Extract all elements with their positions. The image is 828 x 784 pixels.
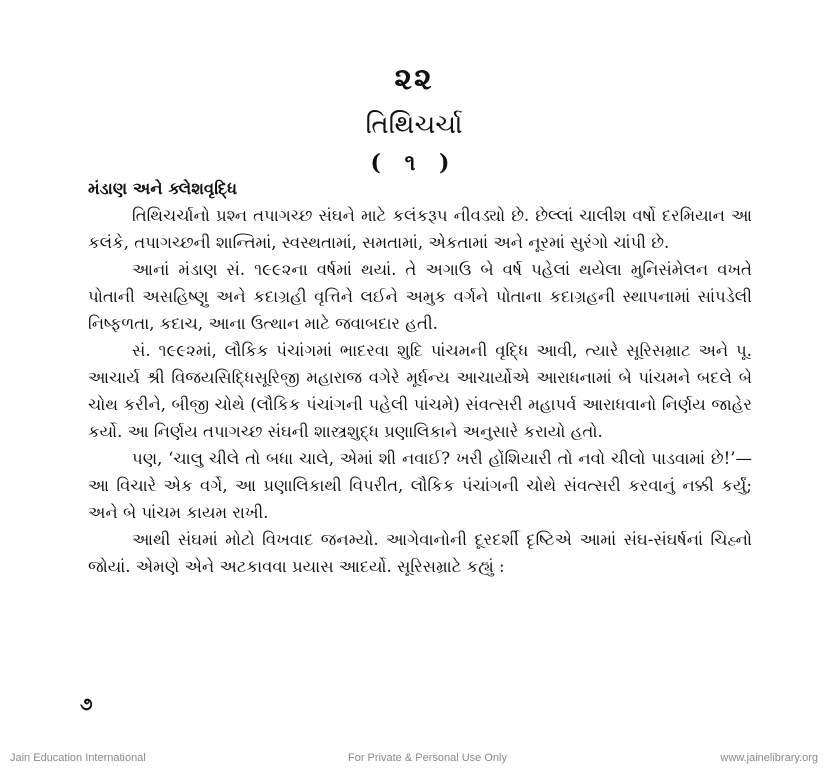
paragraph-3: સં. ૧૯૯૨માં, લૌકિક પંચાંગમાં ભાદરવા શુદિ પાંચમની વૃદ્ધિ આવી, ત્યારે સૂરિસમ્રાટ અને પૂ. આચાર્ય શ્રી વિજયસિદ્ધિસૂરિજી મહારાજ વગેરે મૂર્ધન્ય આચાર્યોએ આરાધનામાં બે પાંચમને બદલે બે ચોથ કરીને, બીજી ચોથે (લૌકિક પંચાંગની પહેલી પાંચમે) સંવત્સરી મહાપર્વ આરાધવાનો નિર્ણય જાહેર કર્યો. આ નિર્ણય તપાગચ્છ સંઘની શાસ્ત્રશુદ્ધ પ્રણાલિકાને અનુસારે કરાયો હતો. [88,341,752,441]
paragraph-4: પણ, ‘ચાલુ ચીલે તો બધા ચાલે, એમાં શી નવાઈ? ખરી હોંશિયારી તો નવો ચીલો પાડવામાં છે!’—આ વિચારે એક વર્ગે, આ પ્રણાલિકાથી વિપરીત, લૌકિક પંચાંગની ચોથે સંવત્સરી કરવાનું નક્કી કર્યું; અને બે પાંચમ કાયમ રાખી. [88,449,752,522]
body-text [88,175,752,580]
paragraph-1: તિથિચર્ચાનો પ્રશ્ન તપાગચ્છ સંઘને માટે કલંકરૂપ નીવડ્યો છે. છેલ્લાં ચાલીશ વર્ષો દરમિયાન આ કલંકે, તપાગચ્છની શાન્તિમાં, સ્વસ્થતામાં, સમતામાં, એકતામાં અને નૂરમાં સુરંગો ચાંપી છે. [88,206,752,252]
footer-publisher: Jain Education International [10,752,146,764]
section-number: ( ૧ ) [370,150,458,176]
footer-usage-note: For Private & Personal Use Only [348,752,507,764]
paragraph-2: આનાં મંડાણ સં. ૧૯૯૨ના વર્ષમાં થયાં. તે અગાઉ બે વર્ષ પહેલાં થયેલા મુનિસંમેલન વખતે પોતાની અસહિષ્ણુ અને કદાગ્રહી વૃત્તિને લઈને અમુક વર્ગને પોતાના કદાગ્રહની સ્થાપનામાં સાંપડેલી નિષ્ફળતા, કદાચ, આના ઉત્થાન માટે જવાબદાર હતી. [88,260,752,333]
footer-website-link[interactable]: www.jainelibrary.org [720,752,818,764]
page-number: ૭ [80,694,93,715]
paragraph-5: આથી સંઘમાં મોટો વિખવાદ જનમ્યો. આગેવાનોની દૂરદર્શી દૃષ્ટિએ આમાં સંઘ-સંઘર્ષનાં ચિહ્નો જોયાં. એમણે એને અટકાવવા પ્રયાસ આદર્યો. સૂરિસમ્રાટે કહ્યું : [88,530,752,576]
chapter-title: તિથિચર્ચા [365,110,463,140]
subheading: મંડાણ અને ક્લેશવૃદ્ધિ [88,179,238,198]
chapter-number: ૨૨ [394,62,434,97]
